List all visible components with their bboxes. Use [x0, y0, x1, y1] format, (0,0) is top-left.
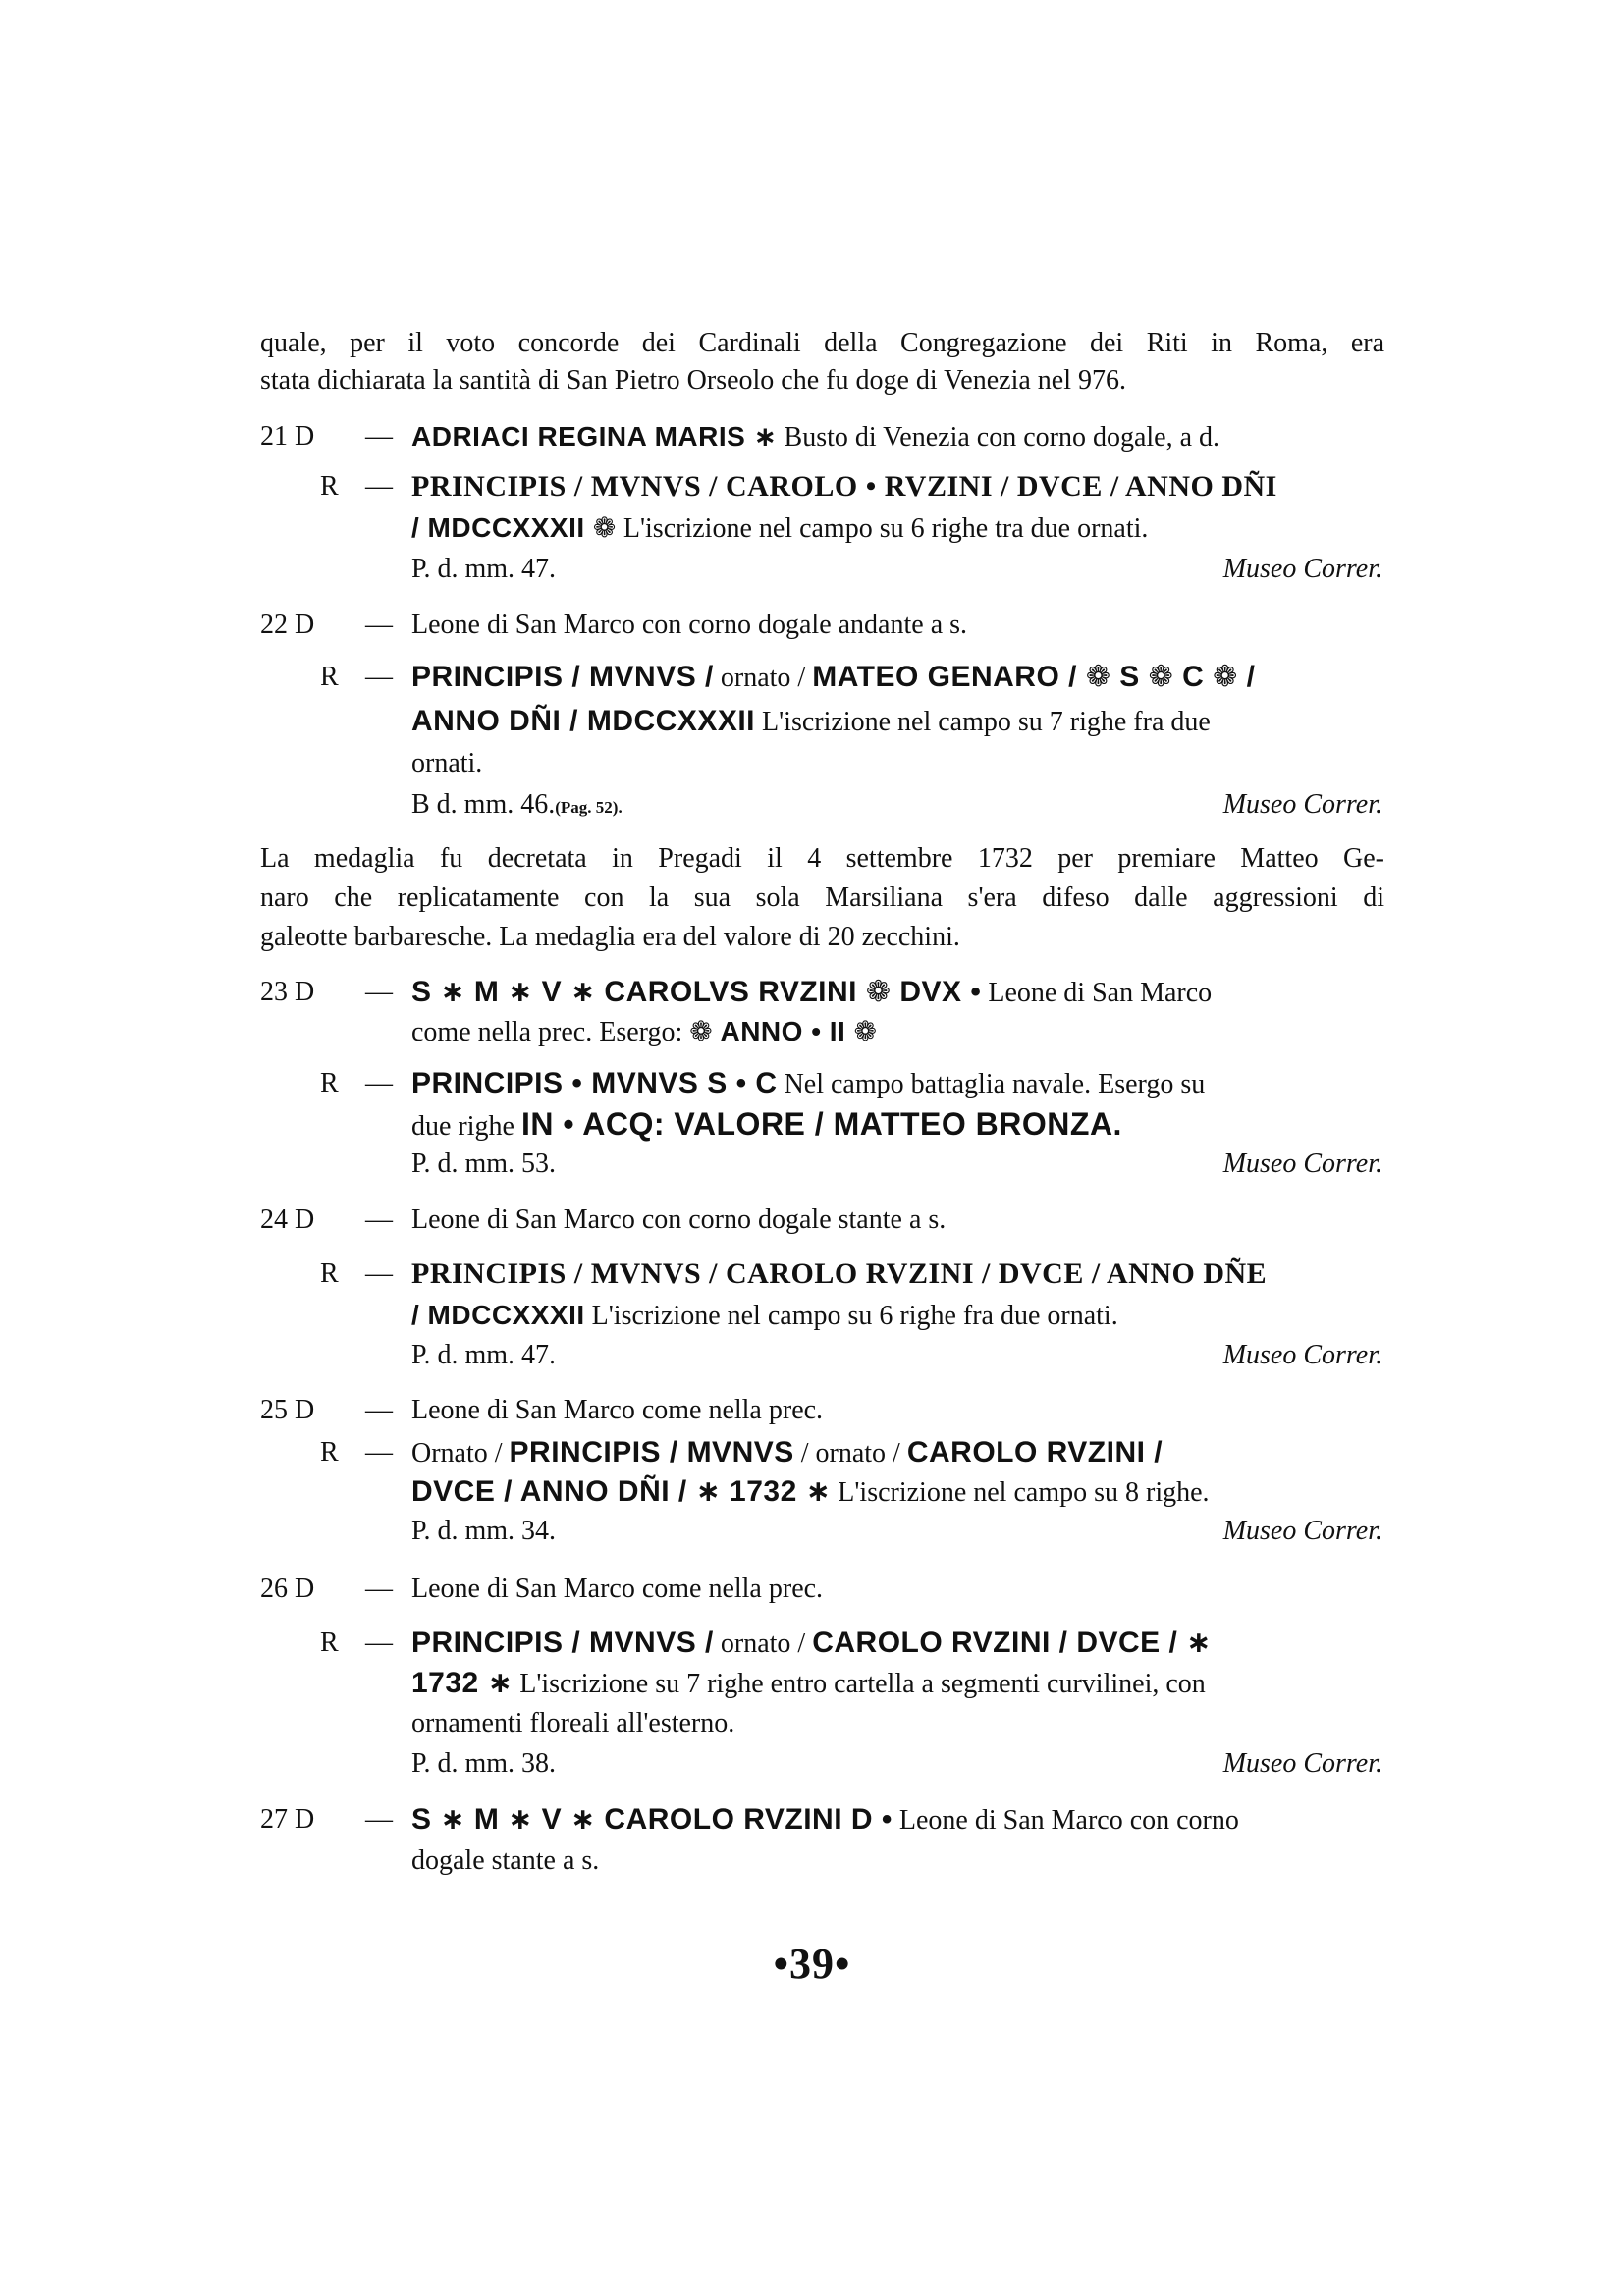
entry-26-r-line-1: PRINCIPIS / MVNVS / ornato / CAROLO RVZINI / DVCE / ∗ [411, 1627, 1212, 1659]
intro-line-1: quale, per il voto concorde dei Cardinali della Congregazione dei Riti in Roma, era [260, 328, 1384, 358]
intro-line-2: stata dichiarata la santità di San Pietro Orseolo che fu doge di Venezia nel 976. [260, 365, 1126, 396]
entry-24-r-dash: — [365, 1258, 393, 1289]
entry-22-r-line-1: PRINCIPIS / MVNVS / ornato / MATEO GENARO / ❁ S ❁ C ❁ / [411, 661, 1256, 693]
entry-22-d-line: Leone di San Marco con corno dogale andante a s. [411, 610, 968, 640]
entry-24-d-number: 24 D [260, 1204, 315, 1235]
entry-23-d-dash: — [365, 977, 393, 1007]
entry-23-weight: P. d. mm. 53. [411, 1148, 557, 1179]
entry-21-d-line: ADRIACI REGINA MARIS ∗ Busto di Venezia con corno dogale, a d. [411, 421, 1220, 453]
entry-21-r-line-2: / MDCCXXXII ❁ L'iscrizione nel campo su 6 righe tra due ornati. [411, 512, 1149, 544]
entry-21-d-dash: — [365, 421, 393, 452]
entry-26-d-line: Leone di San Marco come nella prec. [411, 1574, 824, 1604]
entry-23-museum: Museo Correr. [1222, 1148, 1382, 1179]
entry-24-weight: P. d. mm. 47. [411, 1340, 557, 1370]
entry-23-r-line-2: due righe IN • ACQ: VALORE / MATTEO BRONZA. [411, 1106, 1122, 1142]
entry-25-r-dash: — [365, 1437, 393, 1468]
entry-23-r-dash: — [365, 1068, 393, 1098]
entry-25-r-line-1: Ornato / PRINCIPIS / MVNVS / ornato / CAROLO RVZINI / [411, 1436, 1164, 1468]
note-line-1: La medaglia fu decretata in Pregadi il 4 settembre 1732 per premiare Matteo Ge- [260, 843, 1384, 874]
entry-23-r-line-1: PRINCIPIS • MVNVS S • C Nel campo battaglia navale. Esergo su [411, 1067, 1206, 1099]
entry-24-museum: Museo Correr. [1222, 1340, 1382, 1370]
entry-21-r-dash: — [365, 471, 393, 502]
entry-27-d-line-2: dogale stante a s. [411, 1845, 600, 1876]
page-number: •39• [773, 1940, 851, 1988]
entry-26-r-line-2: 1732 ∗ L'iscrizione su 7 righe entro cartella a segmenti curvilinei, con [411, 1667, 1206, 1699]
entry-27-d-number: 27 D [260, 1804, 315, 1835]
entry-27-d-line-1: S ∗ M ∗ V ∗ CAROLO RVZINI D • Leone di San Marco con corno [411, 1803, 1239, 1836]
entry-26-r-dash: — [365, 1628, 393, 1658]
entry-25-d-number: 25 D [260, 1395, 315, 1425]
entry-25-r-label: R [320, 1437, 339, 1468]
entry-22-museum: Museo Correr. [1222, 789, 1382, 820]
note-line-2: naro che replicatamente con la sua sola Marsiliana s'era difeso dalle aggressioni di [260, 882, 1384, 913]
note-line-3: galeotte barbaresche. La medaglia era del valore di 20 zecchini. [260, 922, 960, 952]
entry-23-r-label: R [320, 1068, 339, 1098]
entry-26-museum: Museo Correr. [1222, 1748, 1382, 1779]
entry-24-r-label: R [320, 1258, 339, 1289]
entry-24-d-dash: — [365, 1204, 393, 1235]
entry-21-museum: Museo Correr. [1222, 554, 1382, 584]
entry-25-r-line-2: DVCE / ANNO DÑI / ∗ 1732 ∗ L'iscrizione nel campo su 8 righe. [411, 1475, 1210, 1508]
entry-21-d-number: 21 D [260, 421, 315, 452]
entry-25-d-line: Leone di San Marco come nella prec. [411, 1395, 824, 1425]
entry-21-r-line-1: PRINCIPIS / MVNVS / CAROLO • RVZINI / DVCE / ANNO DÑI [411, 470, 1277, 503]
entry-21-weight: P. d. mm. 47. [411, 554, 557, 584]
entry-24-r-line-1: PRINCIPIS / MVNVS / CAROLO RVZINI / DVCE / ANNO DÑE [411, 1257, 1268, 1290]
entry-23-d-line-1: S ∗ M ∗ V ∗ CAROLVS RVZINI ❁ DVX • Leone di San Marco [411, 976, 1213, 1008]
entry-22-r-label: R [320, 662, 339, 692]
entry-26-weight: P. d. mm. 38. [411, 1748, 557, 1779]
entry-22-r-dash: — [365, 662, 393, 692]
entry-24-r-line-2: / MDCCXXXII L'iscrizione nel campo su 6 righe fra due ornati. [411, 1300, 1118, 1331]
entry-26-d-dash: — [365, 1574, 393, 1604]
entry-26-d-number: 26 D [260, 1574, 315, 1604]
entry-27-d-dash: — [365, 1804, 393, 1835]
entry-26-r-label: R [320, 1628, 339, 1658]
entry-25-museum: Museo Correr. [1222, 1516, 1382, 1546]
entry-26-r-line-3: ornamenti floreali all'esterno. [411, 1708, 735, 1738]
entry-22-r-line-2: ANNO DÑI / MDCCXXXII L'iscrizione nel campo su 7 righe fra due [411, 705, 1211, 737]
entry-22-d-dash: — [365, 610, 393, 640]
entry-21-r-label: R [320, 471, 339, 502]
entry-22-d-number: 22 D [260, 610, 315, 640]
entry-22-weight: B d. mm. 46.(Pag. 52). [411, 789, 623, 820]
entry-25-d-dash: — [365, 1395, 393, 1425]
entry-23-d-line-2: come nella prec. Esergo: ❁ ANNO • II ❁ [411, 1016, 878, 1047]
entry-25-weight: P. d. mm. 34. [411, 1516, 557, 1546]
entry-23-d-number: 23 D [260, 977, 315, 1007]
entry-24-d-line: Leone di San Marco con corno dogale stante a s. [411, 1204, 947, 1235]
entry-22-r-line-3: ornati. [411, 748, 483, 778]
